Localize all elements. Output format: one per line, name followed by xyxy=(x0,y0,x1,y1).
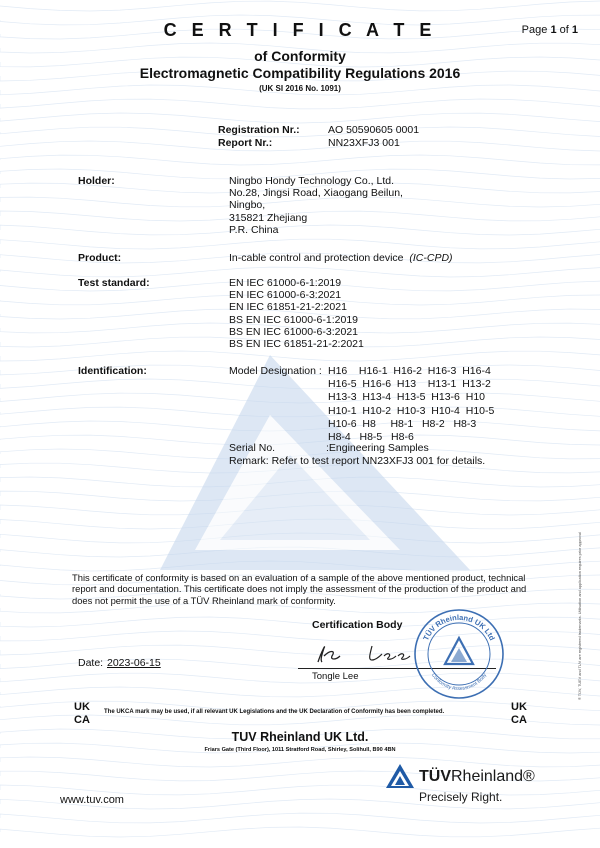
model-row: H16-5 H16-6 H13 H13-1 H13-2 xyxy=(328,378,491,391)
date-label: Date: xyxy=(78,657,104,669)
handwritten-signature xyxy=(310,640,430,668)
company-address: Friars Gate (Third Floor), 1011 Stratford Road, Shirley, Solihull, B90 4BN xyxy=(204,747,396,753)
certification-body-heading: Certification Body xyxy=(312,619,403,631)
company-name: TUV Rheinland UK Ltd. xyxy=(231,730,369,744)
stamp-bottom-text: Conformity Assessment Body xyxy=(429,672,489,693)
tuv-official-stamp xyxy=(413,608,505,700)
svg-text:UK: UK xyxy=(74,701,90,713)
product-value xyxy=(229,252,453,264)
svg-text:CA: CA xyxy=(74,714,90,725)
serial-value: :Engineering Samples xyxy=(326,442,429,454)
registration-label: Registration Nr.: xyxy=(218,124,300,136)
standard-item: EN IEC 61851-21-2:2021 xyxy=(229,301,347,314)
standard-item: BS EN IEC 61851-21-2:2021 xyxy=(229,338,364,351)
holder-line: P.R. China xyxy=(229,223,279,236)
certificate-title: C E R T I F I C A T E xyxy=(163,20,437,40)
website-link[interactable]: www.tuv.com xyxy=(60,794,124,806)
si-number: (UK SI 2016 No. 1091) xyxy=(259,84,341,93)
registration-value: AO 50590605 0001 xyxy=(328,124,420,136)
holder-line: Ningbo, xyxy=(229,199,266,212)
svg-text:Conformity Assessment Body xyxy=(430,672,488,692)
serial-label: Serial No. xyxy=(229,442,276,454)
holder-address xyxy=(229,175,403,236)
test-standard-label: Test standard: xyxy=(78,277,150,289)
svg-text:UK: UK xyxy=(511,701,527,713)
stamp-text: TÜV Rheinland UK Ltd xyxy=(421,612,497,642)
ukca-mark-icon xyxy=(510,699,536,725)
model-row: H10-6 H8 H8-1 H8-2 H8-3 xyxy=(328,417,477,430)
holder-line: No.28, Jingsi Road, Xiaogang Beilun, xyxy=(229,187,403,200)
remark: Remark: Refer to test report NN23XFJ3 001 for details. xyxy=(229,455,486,467)
model-list xyxy=(328,365,494,444)
disclaimer-text: This certificate of conformity is based on an evaluation of a sample of the above mentioned product, technical report and documentation. This certificate does not imply the assessment of the production of the product and does not permit the use of a TÜV Rheinland mark of conformity. xyxy=(72,572,527,606)
certificate-subtitle: of Conformity xyxy=(254,48,346,64)
tuv-logo-tagline: Precisely Right. xyxy=(419,790,503,804)
test-standard-list xyxy=(229,277,364,350)
page-number: Page 1 of 1 xyxy=(521,24,578,36)
date-value: 2023-06-15 xyxy=(107,657,161,669)
tuv-logo-wordmark: TÜVRheinland® xyxy=(419,768,535,785)
identification-label: Identification: xyxy=(78,365,147,377)
standard-item: BS EN IEC 61000-6-3:2021 xyxy=(229,325,358,338)
model-row: H10-1 H10-2 H10-3 H10-4 H10-5 xyxy=(328,404,495,417)
model-row: H8-4 H8-5 H8-6 xyxy=(328,431,414,444)
product-abbrev: (IC-CPD) xyxy=(409,252,453,264)
standard-item: EN IEC 61000-6-1:2019 xyxy=(229,277,342,289)
report-label: Report Nr.: xyxy=(218,137,273,149)
holder-line: 315821 Zhejiang xyxy=(229,211,308,224)
standard-item: EN IEC 61000-6-3:2021 xyxy=(229,289,342,302)
product-label: Product: xyxy=(78,252,122,264)
svg-text:CA: CA xyxy=(511,714,527,725)
ukca-mark-icon xyxy=(73,699,99,725)
signatory-name: Tongle Lee xyxy=(312,671,359,682)
holder-label: Holder: xyxy=(78,175,115,187)
model-row: H16 H16-1 H16-2 H16-3 H16-4 xyxy=(328,365,491,377)
model-row: H13-3 H13-4 H13-5 H13-6 H10 xyxy=(328,391,485,404)
holder-line: Ningbo Hondy Technology Co., Ltd. xyxy=(229,175,394,187)
trademark-side-note: ® TÜV, TUEV and TUV are registered trademarks. Utilisation and application requires prior approval xyxy=(578,532,582,700)
ukca-note: The UKCA mark may be used, if all relevant UK Legislations and the UK Declaration of Conformity has been completed. xyxy=(104,709,445,715)
model-designation-label: Model Designation : xyxy=(229,365,322,377)
report-value: NN23XFJ3 001 xyxy=(328,137,400,149)
regulation-title: Electromagnetic Compatibility Regulations 2016 xyxy=(139,65,461,81)
product-name: In-cable control and protection device xyxy=(229,252,404,264)
tuv-logo-icon xyxy=(385,763,415,789)
standard-item: BS EN IEC 61000-6-1:2019 xyxy=(229,313,358,326)
